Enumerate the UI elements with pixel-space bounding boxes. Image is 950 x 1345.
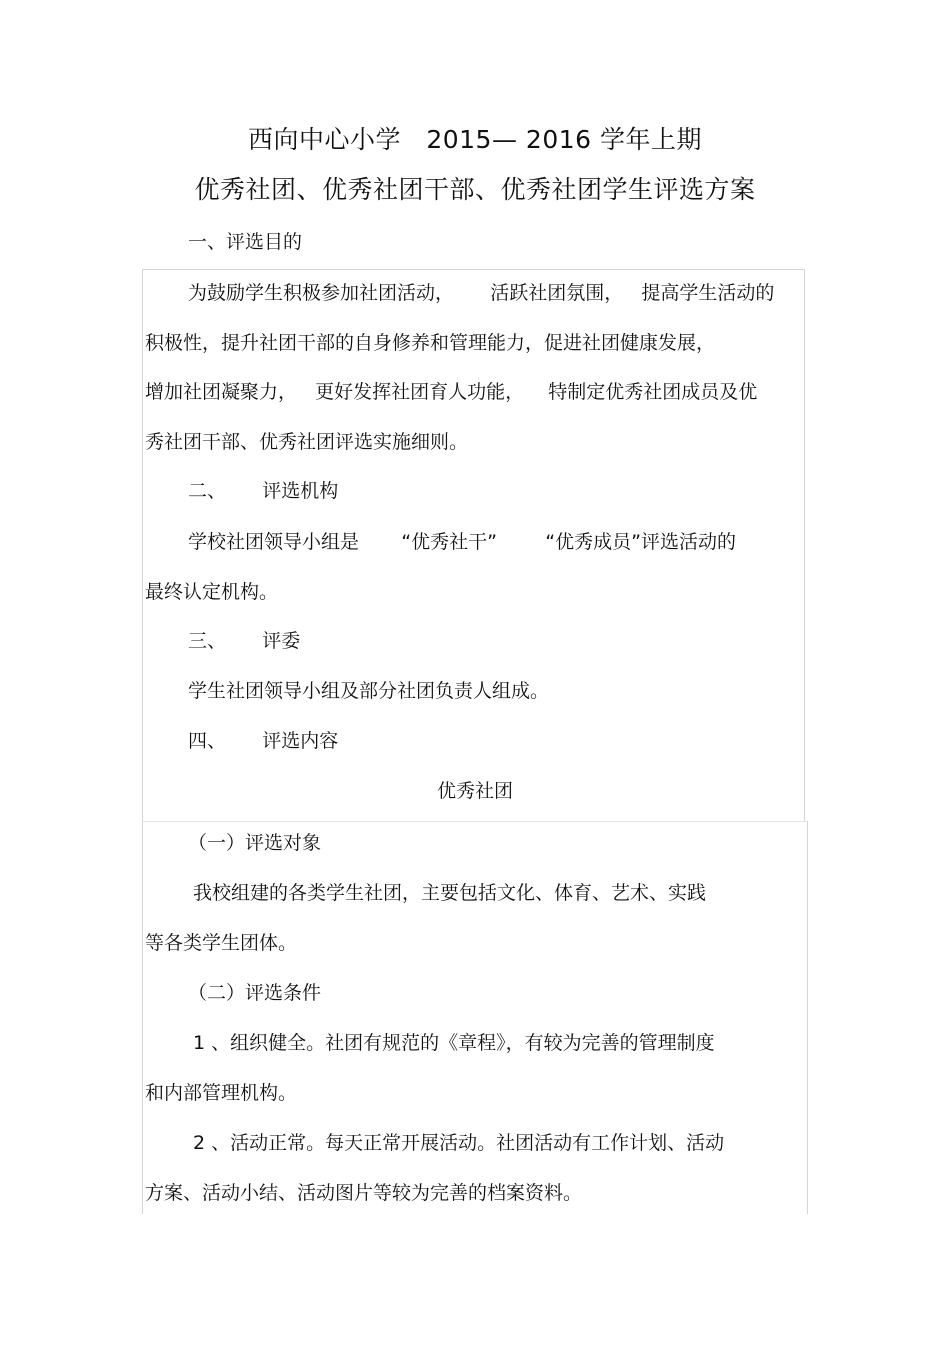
document-title-line2: 优秀社团、优秀社团干部、优秀社团学生评选方案 [194,175,756,204]
paragraph-line: 等各类学生团体。 [145,932,298,954]
paragraph-line: 和内部管理机构。 [145,1082,298,1104]
paragraph-line: 学校社团领导小组是 “优秀社干” “优秀成员”评选活动的 [188,531,736,553]
section-heading-organization: 二、 评选机构 [188,480,339,502]
section-heading-judges: 三、 评委 [188,630,301,652]
section-heading-purpose: 一、评选目的 [188,231,303,253]
paragraph-line: 为鼓励学生积极参加社团活动， 活跃社团氛围， 提高学生活动的 [188,282,775,304]
paragraph-line: 我校组建的各类学生社团，主要包括文化、体育、艺术、实践 [193,882,707,904]
paragraph-line: 最终认定机构。 [145,581,279,603]
subsection-title: 优秀社团 [436,780,513,802]
paragraph-line: 2 、活动正常。每天正常开展活动。社团活动有工作计划、活动 [193,1132,725,1154]
subsection-heading-target: （一）评选对象 [188,832,322,854]
section-heading-content: 四、 评选内容 [188,730,339,752]
subsection-heading-criteria: （二）评选条件 [188,982,322,1004]
paragraph-line: 方案、活动小结、活动图片等较为完善的档案资料。 [145,1182,583,1204]
paragraph-line: 增加社团凝聚力， 更好发挥社团育人功能， 特制定优秀社团成员及优 [145,381,758,403]
paragraph-line: 学生社团领导小组及部分社团负责人组成。 [188,680,550,702]
document-title-line1: 西向中心小学 2015— 2016 学年上期 [248,125,702,154]
paragraph-line: 1 、组织健全。社团有规范的《章程》，有较为完善的管理制度 [193,1032,715,1054]
paragraph-line: 积极性，提升社团干部的自身修养和管理能力，促进社团健康发展， [145,332,716,354]
paragraph-line: 秀社团干部、优秀社团评选实施细则。 [145,431,469,453]
